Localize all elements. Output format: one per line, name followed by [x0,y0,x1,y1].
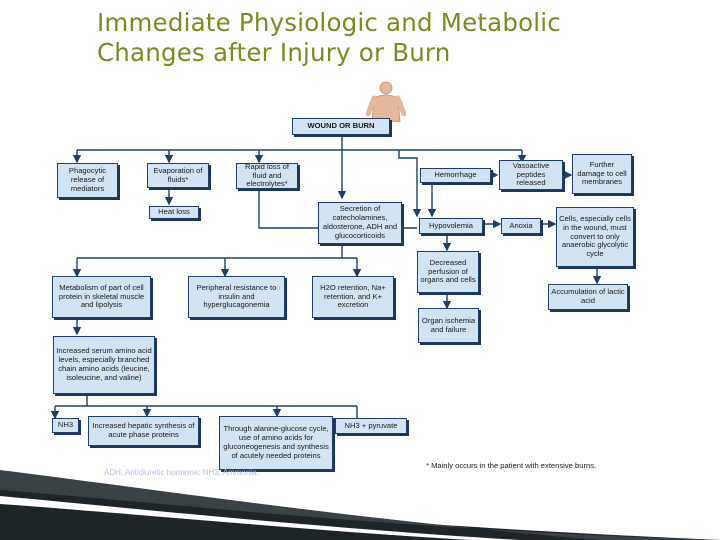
box-cells-anaerobic: Cells, especially cells in the wound, must convert to only anaerobic glycolytic cycle [556,207,634,267]
box-evaporation: Evaporation of fluids* [147,163,209,188]
box-wound-or-burn: WOUND OR BURN [292,118,390,135]
title-line-1: Immediate Physiologic and Metabolic [97,8,561,37]
box-decreased-perfusion: Decreased perfusion of organs and cells [417,251,479,293]
title-line-2: Changes after Injury or Burn [97,38,451,67]
box-hemorrhage: Hemorrhage [420,168,491,183]
slide-title [97,8,697,68]
box-hepatic: Increased hepatic synthesis of acute phase proteins [88,416,199,446]
box-further-damage: Further damage to cell membranes [572,154,632,194]
box-organ-ischemia: Organ ischemia and failure [418,308,479,343]
box-metabolism: Metabolism of part of cell protein in skeletal muscle and lipolysis [52,276,151,318]
box-alanine-cycle: Through alanine-glucose cycle, use of amino acids for gluconeogenesis and synthesis of acutely needed proteins [219,416,333,470]
box-vasoactive: Vasoactive peptides released [499,160,563,190]
box-serum-amino: Increased serum amino acid levels, especially branched chain amino acids (leucine, isoleucine, and valine) [53,336,155,394]
box-nh3: NH3 [52,418,79,433]
box-hypovolemia: Hypovolemia [419,218,483,234]
box-accumulation: Accumulation of lactic acid [548,284,628,310]
box-peripheral: Peripheral resistance to insulin and hyperglucagonemia [188,276,285,318]
box-rapid-loss: Rapid loss of fluid and electrolytes* [236,163,298,189]
box-secretion: Secretion of catecholamines, aldosterone, ADH and glucocorticoids [318,202,402,244]
box-h2o-retention: H2O retention, Na+ retention, and K+ excretion [312,276,394,318]
box-nh3-pyruvate: NH3 + pyruvate [335,418,407,434]
human-figure-icon [366,80,406,122]
box-heat-loss: Heat loss [149,206,199,219]
footnote: * Mainly occurs in the patient with extensive burns. [426,461,597,470]
box-phagocytic: Phagocytic release of mediators [57,163,118,198]
abbreviation-note: ADH, Antidiuretic hormone; NH3, Ammonia. [104,468,259,477]
box-anoxia: Anoxia [501,218,541,234]
